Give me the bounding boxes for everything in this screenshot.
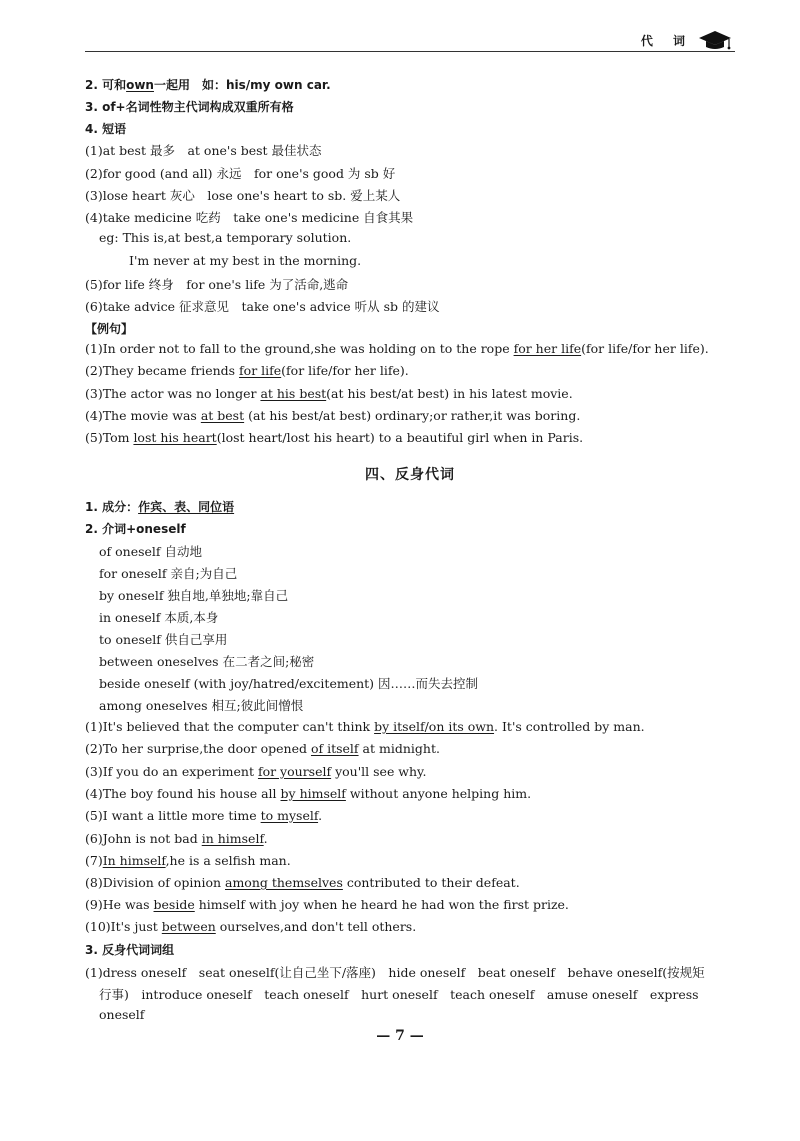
reflexive-sentence: (5)I want a little more time to myself. — [85, 808, 323, 823]
phrase-line: (5)for life 终身 for one's life 为了活命,逃命 — [85, 277, 349, 292]
examples-title: 【例句】 — [85, 322, 134, 336]
sentence-answer: In himself — [102, 853, 166, 868]
graduation-cap-icon — [697, 28, 733, 50]
reflexive-sentence: (1)It's believed that the computer can't think by itself/on its own. It's controlled by man. — [85, 719, 645, 734]
header-title: 代 词 — [640, 34, 693, 48]
phrase-line: (4)take medicine 吃药 take one's medicine 自食其果 — [85, 210, 414, 225]
reflexive-sentence: (6)John is not bad in himself. — [85, 831, 268, 846]
prep-item: by oneself 独自地,单独地;靠自己 — [99, 588, 289, 603]
header-rule — [85, 51, 735, 52]
sentence-answer: beside — [153, 897, 195, 912]
sentence-answer: of itself — [310, 741, 359, 756]
example-sentence: (1)In order not to fall to the ground,she was holding on to the rope for her life(for life/for her life). — [85, 341, 709, 356]
phrase-line: (2)for good (and all) 永远 for one's good 为 sb 好 — [85, 166, 396, 181]
sentence-answer: in himself — [201, 831, 264, 846]
item-own-prefix: 2. 可和 — [85, 78, 127, 92]
example-sentence: (3)The actor was no longer at his best(at his best/at best) in his latest movie. — [85, 386, 573, 401]
phrase-line: (3)lose heart 灰心 lose one's heart to sb. 爱上某人 — [85, 188, 401, 203]
sentence-answer: by itself/on its own — [374, 719, 495, 734]
phrase-example: eg: This is,at best,a temporary solution. — [99, 230, 352, 245]
reflexive-sentence: (8)Division of opinion among themselves contributed to their defeat. — [85, 875, 520, 890]
page-header — [85, 26, 735, 54]
sentence-answer: for yourself — [257, 764, 332, 779]
sentence-answer: among themselves — [225, 875, 343, 890]
item-own-keyword: own — [126, 78, 154, 92]
prep-item: between oneselves 在二者之间;秘密 — [99, 654, 315, 669]
example-answer: at his best — [260, 386, 327, 401]
example-sentence: (5)Tom lost his heart(lost heart/lost his heart) to a beautiful girl when in Paris. — [85, 430, 584, 445]
reflexive-sentence: (4)The boy found his house all by himself without anyone helping him. — [85, 786, 532, 801]
item-prep-title: 2. 介词+oneself — [85, 522, 186, 536]
item-own-suffix: 一起用 如：his/my own car. — [153, 78, 331, 92]
reflexive-sentence: (10)It's just between ourselves,and don't tell others. — [85, 919, 417, 934]
group-line: 行事) introduce oneself teach oneself hurt oneself teach oneself amuse oneself express — [99, 987, 699, 1002]
phrase-line: (1)at best 最多 at one's best 最佳状态 — [85, 143, 322, 158]
example-answer: at best — [200, 408, 245, 423]
prep-item: beside oneself (with joy/hatred/excitement) 因……而失去控制 — [99, 676, 479, 691]
prep-item: in oneself 本质,本身 — [99, 610, 219, 625]
sentence-answer: between — [161, 919, 216, 934]
section-title: 四、反身代词 — [365, 467, 455, 483]
item-components: 1. 成分：作宾、表、同位语 — [85, 500, 235, 514]
reflexive-sentence: (7)In himself,he is a selfish man. — [85, 853, 291, 868]
example-sentence: (4)The movie was at best (at his best/at best) ordinary;or rather,it was boring. — [85, 408, 581, 423]
reflexive-sentence: (9)He was beside himself with joy when he heard he had won the first prize. — [85, 897, 569, 912]
example-answer: for life — [239, 363, 282, 378]
sentence-answer: by himself — [280, 786, 346, 801]
prep-item: for oneself 亲自;为自己 — [99, 566, 238, 581]
group-line: oneself — [99, 1007, 145, 1022]
group-line: (1)dress oneself seat oneself(让自己坐下/落座) hide oneself beat oneself behave oneself(按规矩 — [85, 965, 705, 980]
reflexive-sentence: (3)If you do an experiment for yourself you'll see why. — [85, 764, 427, 779]
phrase-line: (6)take advice 征求意见 take one's advice 听从 sb 的建议 — [85, 299, 440, 314]
item-double-possessive: 3. of+名词性物主代词构成双重所有格 — [85, 100, 294, 114]
prep-item: of oneself 自动地 — [99, 544, 203, 559]
example-answer: for her life — [513, 341, 582, 356]
item-group-title: 3. 反身代词词组 — [85, 943, 175, 957]
page-number: — 7 — — [376, 1028, 424, 1044]
item-own — [85, 76, 331, 93]
example-sentence: (2)They became friends for life(for life/for her life). — [85, 363, 409, 378]
prep-item: among oneselves 相互;彼此间憎恨 — [99, 698, 304, 713]
prep-item: to oneself 供自己享用 — [99, 632, 228, 647]
phrase-example: I'm never at my best in the morning. — [129, 253, 362, 268]
reflexive-sentence: (2)To her surprise,the door opened of itself at midnight. — [85, 741, 440, 756]
sentence-answer: to myself — [260, 808, 319, 823]
item-components-text: 作宾、表、同位语 — [138, 500, 235, 514]
item-phrases-title: 4. 短语 — [85, 122, 127, 136]
example-answer: lost his heart — [133, 430, 217, 445]
